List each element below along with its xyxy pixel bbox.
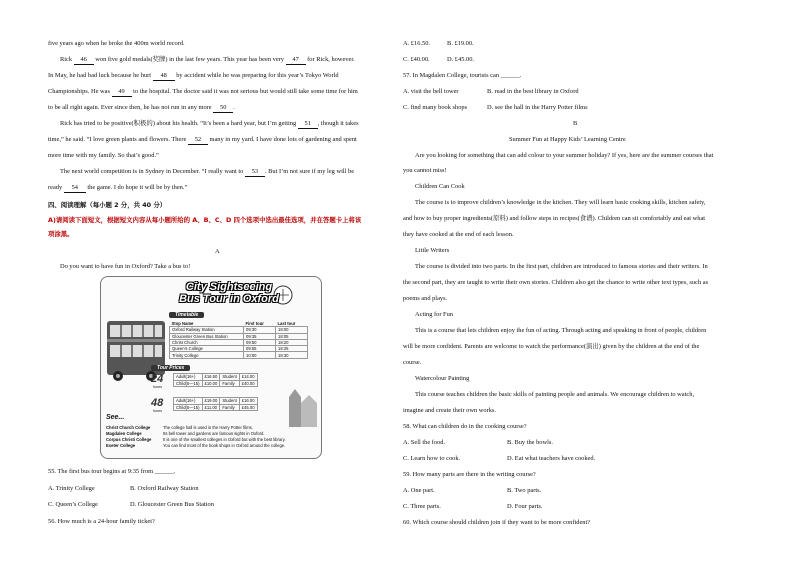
college-name: Christ Church College [106,425,151,430]
paragraph-line: the second part, they are taught to write their own stories. Children also get the chance to write other text types, such as [403,279,709,286]
paragraph-line: five years ago when he broke the 400m world record. [48,40,185,47]
college-list [106,425,151,449]
paragraph-line: The course is divided into two parts. In the first part, children are introduced to famous stories and their writers. In [415,263,708,270]
price-table-48 [173,397,258,411]
paragraph-line: Championships. He was 49 to the hospital. The doctor said it was not serious but would still take some time for him [48,88,358,95]
option: D. Eat what teachers have cooked. [507,455,596,462]
option: C. Queen’s College [48,501,98,508]
table-row: Child(5—15) £10.00 Family £40.00 [174,380,258,387]
option: C. find many book shops [403,104,468,111]
question-56: 56. How much is a 24-hour family ticket? [48,518,155,525]
paragraph-line: time,” he said. “I love green plants and flowers. There 52 many in my yard. I have done lots of gardening and spent [48,136,357,143]
prices-heading: Tour Prices [151,365,190,371]
option: B. Two parts. [507,487,542,494]
option: B. Oxford Railway Station [130,485,199,492]
option: B. read in the best library in Oxford [487,88,579,95]
course-heading: Little Writers [415,247,450,254]
table-row: Adult(16+) £16.50 Student £14.00 [174,374,258,381]
table-row: Gloucester Green Bus Station 09:35 18:05 [170,333,308,339]
passage-label: B [573,120,578,127]
castle-illustration-icon [289,389,317,427]
option: A. £16.50. [403,40,430,47]
course-heading: Watercolour Painting [415,375,470,382]
option: A. Trinity College [48,485,95,492]
option: B. £19.00. [447,40,474,47]
question-60: 60. Which course should children join if they want to be more confident? [403,519,591,526]
course-heading: Children Can Cook [415,183,465,190]
question-57: 57. In Magdalen College, tourists can ______. [403,72,522,79]
table-row: Adult(16+) £19.00 Student £16.00 [174,398,258,405]
paragraph-line: In May, he had bad luck because he hurt 48 by accident while he was preparing for this year’s Tokyo World [48,72,339,79]
poster-title: City Sightseeing Bus Tour in Oxford [179,281,279,305]
timetable [169,321,308,359]
college-note: You can find most of the book shops in Oxford around the college. [163,443,286,449]
column-header: First tour [245,321,264,327]
paragraph-line: you cannot miss! [403,167,447,174]
see-heading: See... [106,414,125,421]
paragraph-line: Rick has tried to be positive(积极的) about his health. “It’s been a hard year, but I’m getting 51 , though it takes [60,120,359,127]
bus-tour-poster [100,276,322,459]
hours-label: hours [153,385,162,389]
blank-49: 49 [112,88,132,97]
option: C. Three parts. [403,503,441,510]
paragraph-line: more time with my family. So that’s good.” [48,152,159,159]
option: B. Buy the bowls. [507,439,553,446]
paragraph-line: Rick 46 won five gold medals(奖牌) in the last few years. This year has been very 47 for Rick, however. [60,56,355,63]
paragraph-line: course. [403,359,422,366]
option: A. One part. [403,487,435,494]
blank-51: 51 [298,120,318,129]
paragraph-line: The course is to improve children’s knowledge in the kitchen. They will learn basic cooking skills, kitchen safety, [415,199,706,206]
question-58: 58. What can children do in the cooking course? [403,423,527,430]
paragraph-line: This is a course that lets children enjoy the fun of acting. Through acting and speaking in front of people, children [415,327,707,334]
paragraph-line: and how to buy proper ingredients(原料) and follow steps in recipes(食谱). Children can sit comfortably and eat what [403,215,706,222]
bus-icon [107,321,165,381]
option: A. Sell the food. [403,439,446,446]
option: C. Learn how to cook. [403,455,461,462]
paragraph-line: poems and plays. [403,295,448,302]
option: D. £45.00. [447,56,474,63]
question-55: 55. The first bus tour begins at 9:35 from ______. [48,468,176,475]
college-note: It is one of the smallest colleges in Oxford but with the best library. [163,437,286,443]
paragraph-line: This course teaches children the basic skills of painting people and animals. We encourage children to watch, [415,391,695,398]
paragraph-line: The next world competition is in Sydney in December. “I really want to 53 . But I’m not sure if my leg will be [60,168,355,175]
section-heading: 四、阅读理解（每小题 2 分，共 40 分） [48,201,167,209]
blank-53: 53 [245,168,265,177]
blank-46: 46 [74,56,94,65]
timetable-heading: Timetable [169,312,204,318]
price-table-24 [173,373,258,387]
table-row: Christ Church 09:50 18:20 [170,339,308,345]
duration-48: 48 [151,397,164,409]
college-name: Corpus Christi College [106,437,152,443]
paragraph-line: they have cooked at the end of each lesson. [403,231,514,238]
table-row: Queen’s College 09:55 18:25 [170,346,308,352]
instructions: A)请阅读下面短文，根据短文内容从每小题所给的 A、B、C、D 四个选项中选出最佳选项，并在答题卡上将该 [48,216,362,224]
column-header: Last tour [277,321,296,327]
college-notes [163,425,313,449]
blank-50: 50 [213,104,233,113]
paragraph-line: ready 54 the game. I do hope it will be by then.” [48,184,188,191]
table-row: Trinity College 10:00 18:30 [170,352,308,358]
option: D. see the hall in the Harry Potter films [487,104,588,111]
option: D. Gloucester Green Bus Station [130,501,214,508]
blank-54: 54 [64,184,86,193]
paragraph-line: will be more confident. Parents are welcome to watch the performance(演出) given by the children at the end of the [403,343,700,350]
passage-title: Summer Fun at Happy Kids’ Learning Centre [509,136,626,143]
option: C. £40.00. [403,56,430,63]
college-note: Its bell tower and gardens are famous sights in Oxford. [163,431,265,437]
course-heading: Acting for Fun [415,311,453,318]
blank-48: 48 [153,72,175,81]
college-name: Exeter College [106,443,136,449]
paragraph-line: Are you looking for something that can add colour to your summer holiday? If yes, here are the summer courses that [415,152,714,159]
hours-label: hours [153,409,162,413]
passage-intro: Do you want to have fun in Oxford? Take a bus to! [60,263,191,270]
table-row: Oxford Railway Station 09:30 18:00 [170,327,308,333]
college-name: Magdalen College [106,431,142,437]
paragraph-line: to be all right again. Ever since then, he has not run in any more 50 . [48,104,235,111]
passage-label: A [215,248,220,255]
paragraph-line: imagine and create their own works. [403,407,496,414]
question-59: 59. How many parts are there in the writing course? [403,471,536,478]
option: A. visit the bell tower [403,88,459,95]
blank-47: 47 [286,56,306,65]
column-header: Stop Name [171,321,194,327]
option: D. Four parts. [507,503,543,510]
blank-52: 52 [188,136,208,145]
instructions: 项涂黑。 [48,230,74,238]
college-note: The college hall is used in the Harry Potter films. [163,425,253,430]
duration-24: 24 [151,373,164,385]
table-row: Child(5—15) £11.00 Family £45.00 [174,404,258,411]
